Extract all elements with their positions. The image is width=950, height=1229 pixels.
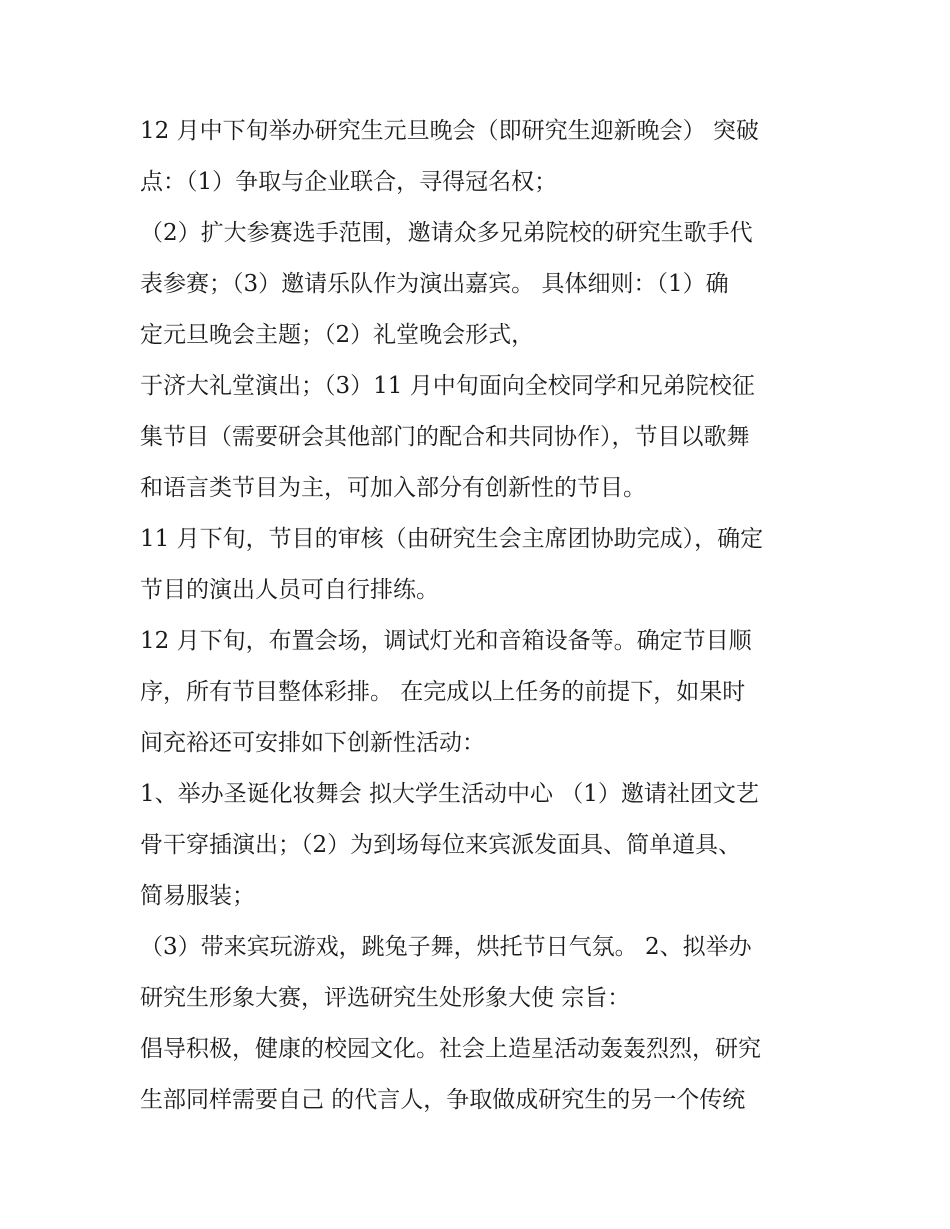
text-line-10: 节目的演出人员可自行排练。: [140, 577, 439, 603]
text-line-8: 和语言类节目为主，可加入部分有创新性的节目。: [140, 475, 646, 501]
text-line-12: 序，所有节目整体彩排。 在完成以上任务的前提下，如果时: [140, 679, 746, 705]
text-line-1: 12 月中下旬举办研究生元旦晚会（即研究生迎新晚会） 突破: [140, 118, 759, 144]
text-line-20: 生部同样需要自己 的代言人，争取做成研究生的另一个传统: [140, 1087, 746, 1113]
text-line-13: 间充裕还可安排如下创新性活动：: [140, 730, 485, 756]
text-line-3: （2）扩大参赛选手范围，邀请众多兄弟院校的研究生歌手代: [140, 220, 753, 246]
text-line-19: 倡导积极，健康的校园文化。社会上造星活动轰轰烈烈，研究: [140, 1036, 761, 1062]
document-body: [140, 106, 820, 1126]
text-line-11: 12 月下旬，布置会场，调试灯光和音箱设备等。确定节目顺: [140, 628, 752, 654]
text-line-6: 于济大礼堂演出；（3）11 月中旬面向全校同学和兄弟院校征: [140, 373, 755, 399]
text-line-4: 表参赛；（3）邀请乐队作为演出嘉宾。 具体细则：（1）确: [140, 271, 729, 297]
text-line-7: 集节目（需要研会其他部门的配合和共同协作），节目以歌舞: [140, 424, 750, 450]
text-line-17: （3）带来宾玩游戏，跳兔子舞，烘托节日气氛。 2、拟举办: [140, 934, 752, 960]
text-line-14: 1、举办圣诞化妆舞会 拟大学生活动中心 （1）邀请社团文艺: [140, 781, 759, 807]
text-line-16: 简易服装；: [140, 883, 255, 909]
text-line-15: 骨干穿插演出；（2）为到场每位来宾派发面具、简单道具、: [140, 832, 742, 858]
text-line-18: 研究生形象大赛，评选研究生处形象大使 宗旨：: [140, 985, 631, 1011]
text-line-5: 定元旦晚会主题；（2）礼堂晚会形式，: [140, 322, 535, 348]
text-line-2: 点：（1）争取与企业联合，寻得冠名权；: [140, 169, 558, 195]
text-line-9: 11 月下旬，节目的审核（由研究生会主席团协助完成），确定: [140, 526, 764, 552]
